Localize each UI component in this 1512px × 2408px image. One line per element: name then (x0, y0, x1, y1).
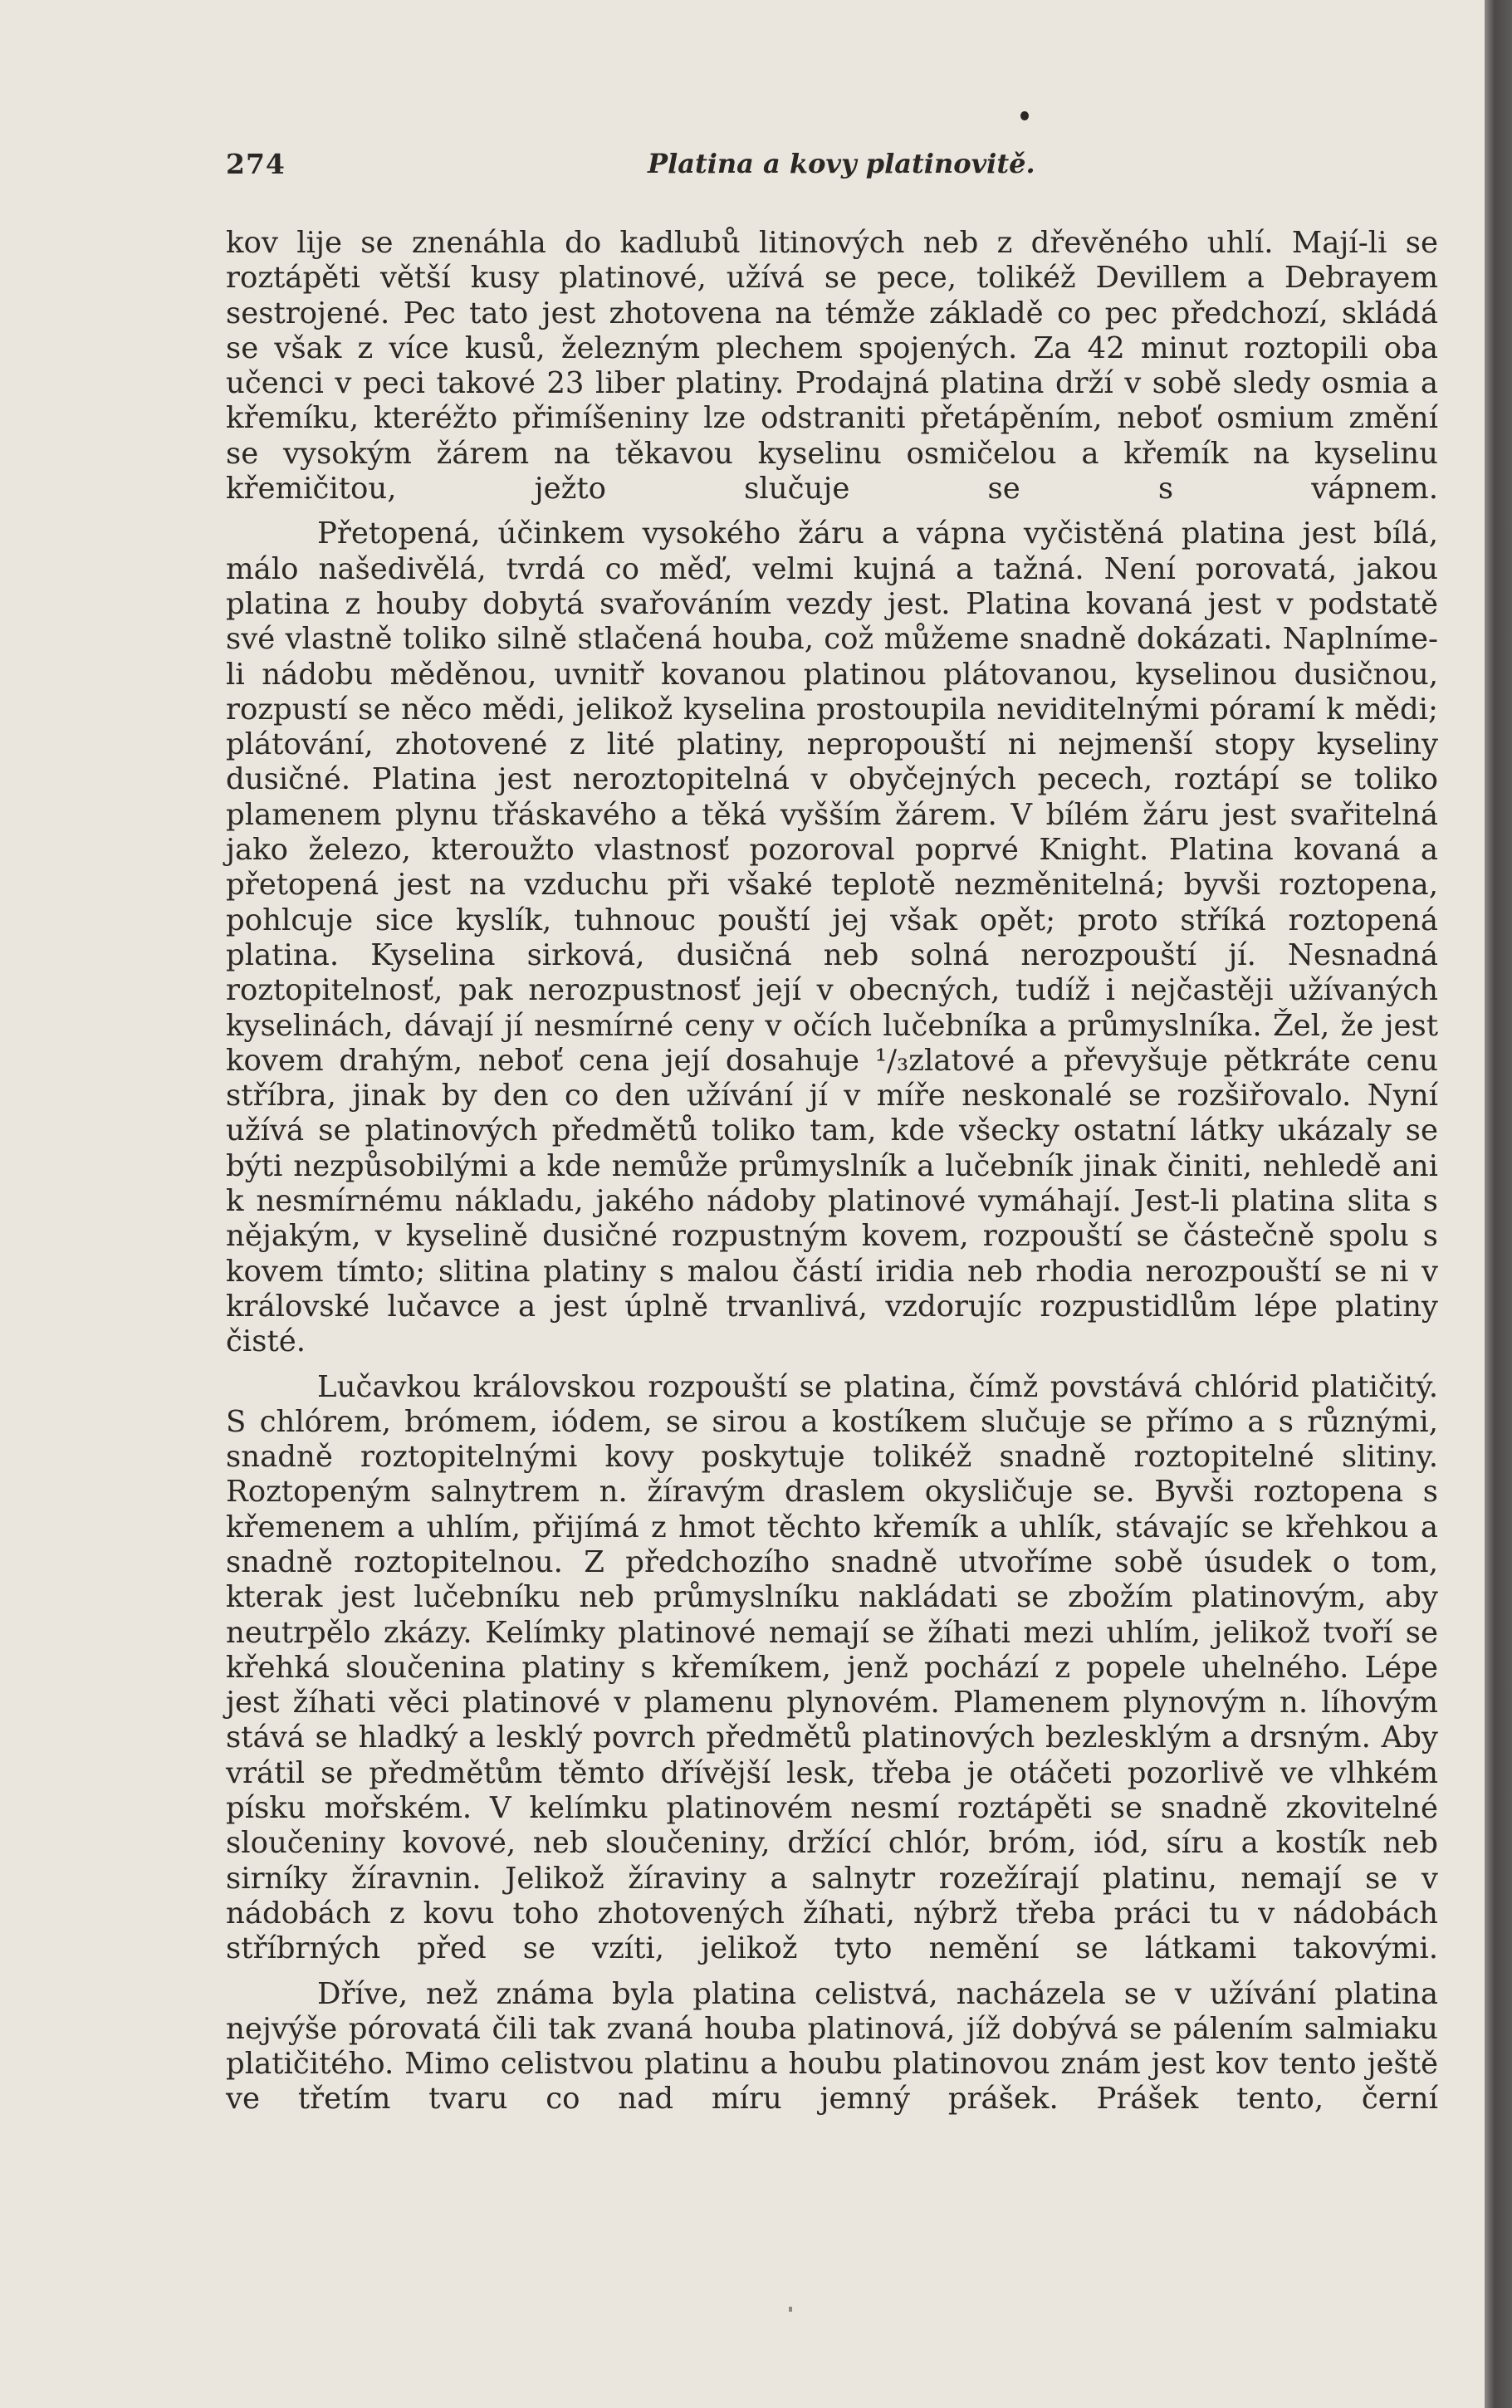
paragraph-1: kov lije se znenáhla do kadlubů litinových neb z dřevěného uhlí. Mají-li se roztápěti větší kusy platinové, užívá se pece, tolikéž Devillem a Debrayem sestrojené. Pec tato jest zhotovena na témže základě co pec předchozí, skládá se však z více kusů, železným plechem spojených. Za 42 minut roztopili oba učenci v peci takové 23 liber platiny. Prodajná platina drží v sobě sledy osmia a křemíku, kteréžto přimíšeniny lze odstraniti přetápěním, neboť osmium změní se vysokým žárem na těkavou kyselinu osmičelou a křemík na kyselinu křemičitou, ježto slučuje se s vápnem. (226, 226, 1438, 507)
ink-dot (1020, 111, 1029, 120)
paper-speck (789, 2307, 792, 2312)
page-number: 274 (226, 148, 286, 180)
paragraph-4: Dříve, než známa byla platina celistvá, nacházela se v užívání platina nejvýše pórovatá čili tak zvaná houba platinová, jíž dobývá se pálením salmiaku platičitého. Mimo celistvou platinu a houbu platinovou znám jest kov tento ještě ve třetím tvaru co nad míru jemný prášek. Prášek tento, černí (226, 1976, 1438, 2117)
body-text (226, 226, 1438, 2127)
paragraph-3: Lučavkou královskou rozpouští se platina, čímž povstává chlórid platičitý. S chlórem, brómem, iódem, se sirou a kostíkem slučuje se přímo a s různými, snadně roztopitelnými kovy poskytuje tolikéž snadně roztopitelné slitiny. Roztopeným salnytrem n. žíravým draslem okysličuje se. Byvši roztopena s křemenem a uhlím, přijímá z hmot těchto křemík a uhlík, stávajíc se křehkou a snadně roztopitelnou. Z předchozího snadně utvoříme sobě úsudek o tom, kterak jest lučebníku neb průmyslníku nakládati se zbožím platinovým, aby neutrpělo zkázy. Kelímky platinové nemají se žíhati mezi uhlím, jelikož tvoří se křehká sloučenina platiny s křemíkem, jenž pochází z popele uhelného. Lépe jest žíhati věci platinové v plamenu plynovém. Plamenem plynovým n. líhovým stává se hladký a lesklý povrch předmětů platinových bezlesklým a drsným. Aby vrátil se předmětům těmto dřívější lesk, třeba je otáčeti pozorlivě ve vlhkém písku mořském. V kelímku platinovém nesmí roztápěti se snadně zkovitelné sloučeniny kovové, neb sloučeniny, držící chlór, bróm, iód, síru a kostík neb sirníky žíravnin. Jelikož žíraviny a salnytr rozežírají platinu, nemají se v nádobách z kovu toho zhotovených žíhati, nýbrž třeba práci tu v nádobách stříbrných před se vzíti, jelikož tyto nemění se látkami takovými. (226, 1369, 1438, 1966)
running-title: Platina a kovy platinovitě. (648, 148, 1035, 179)
scan-edge (1485, 0, 1512, 2408)
paragraph-2: Přetopená, účinkem vysokého žáru a vápna vyčistěná platina jest bílá, málo našedivělá, tvrdá co měď, velmi kujná a tažná. Není porovatá, jakou platina z houby dobytá svařováním vezdy jest. Platina kovaná jest v podstatě své vlastně toliko silně stlačená houba, což můžeme snadně dokázati. Naplníme-li nádobu měděnou, uvnitř kovanou platinou plátovanou, kyselinou dusičnou, rozpustí se něco mědi, jelikož kyselina prostoupila neviditelnými póramí k mědi; plátování, zhotovené z lité platiny, nepropouští ni nejmenší stopy kyseliny dusičné. Platina jest neroztopitelná v obyčejných pecech, roztápí se toliko plamenem plynu třáskavého a těká vyšším žárem. V bílém žáru jest svařitelná jako železo, kteroužto vlastnosť pozoroval poprvé Knight. Platina kovaná a přetopená jest na vzduchu při všaké teplotě nezměnitelná; byvši roztopena, pohlcuje sice kyslík, tuhnouc pouští jej však opět; proto stříká roztopená platina. Kyselina sirková, dusičná neb solná nerozpouští jí. Nesnadná roztopitelnosť, pak nerozpustnosť její v obecných, tudíž i nejčastěji užívaných kyselinách, dávají jí nesmírné ceny v očích lučebníka a průmyslníka. Žel, že jest kovem drahým, neboť cena její dosahuje ¹/₃zlatové a převyšuje pětkráte cenu stříbra, jinak by den co den užívání jí v míře neskonalé se rozšiřovalo. Nyní užívá se platinových předmětů toliko tam, kde všecky ostatní látky ukázaly se býti nezpůsobilými a kde nemůže průmyslník a lučebník jinak činiti, nehledě ani k nesmírnému nákladu, jakého nádoby platinové vymáhají. Jest-li platina slita s nějakým, v kyselině dusičné rozpustným kovem, rozpouští se částečně spolu s kovem tímto; slitina platiny s malou částí iridia neb rhodia nerozpouští se ni v královské lučavce a jest úplně trvanlivá, vzdorujíc rozpustidlům lépe platiny čisté. (226, 516, 1438, 1359)
